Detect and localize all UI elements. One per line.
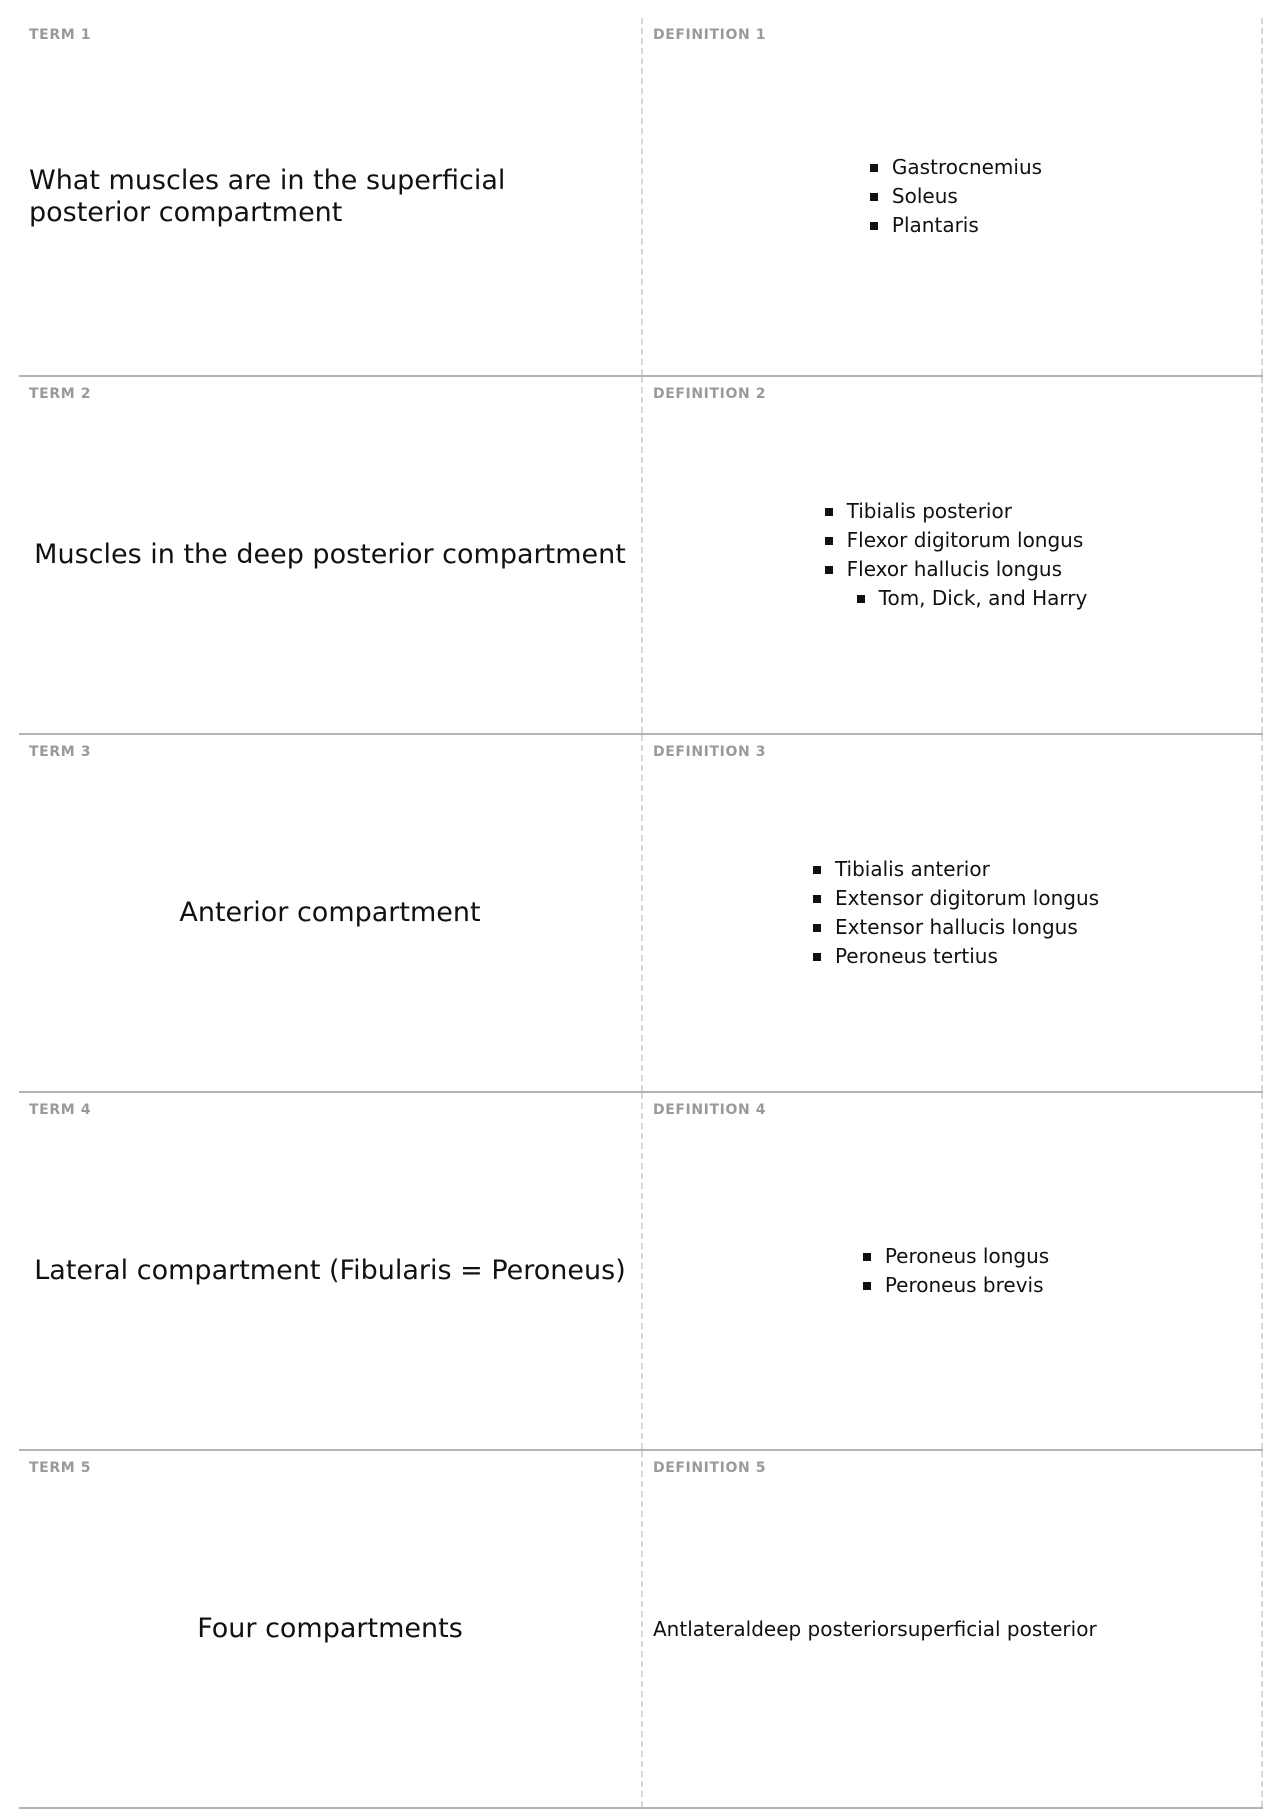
definition-side (643, 1093, 1263, 1449)
flashcard-3 (19, 735, 1263, 1093)
flashcard-4 (19, 1093, 1263, 1451)
flashcard-2 (19, 377, 1263, 735)
term-text-container (29, 377, 631, 733)
definition-label: DEFINITION 2 (653, 386, 767, 402)
definition-label: DEFINITION 3 (653, 744, 767, 760)
flashcard-1 (19, 18, 1263, 377)
definition-side (643, 735, 1263, 1091)
definition-label: DEFINITION 1 (653, 27, 767, 43)
definition-list (855, 1242, 1049, 1300)
term-text: Lateral compartment (Fibularis = Peroneus) (34, 1255, 626, 1286)
definition-content (653, 18, 1251, 375)
term-label: TERM 3 (29, 744, 92, 760)
list-item-text: Flexor hallucis longus (846, 557, 1063, 581)
term-side (19, 1093, 643, 1449)
flashcard-5 (19, 1451, 1263, 1809)
definition-side (643, 1451, 1263, 1807)
list-item (847, 555, 1088, 613)
sublist-item: Tom, Dick, and Harry (879, 584, 1088, 613)
term-text-container (29, 18, 631, 375)
list-item: Tibialis posterior (847, 497, 1088, 526)
list-item: Extensor digitorum longus (835, 884, 1099, 913)
term-text-container (29, 1451, 631, 1807)
list-item: Soleus (892, 182, 1042, 211)
list-item: Flexor digitorum longus (847, 526, 1088, 555)
term-text: Four compartments (197, 1613, 463, 1644)
list-item: Tibialis anterior (835, 855, 1099, 884)
term-side (19, 1451, 643, 1807)
definition-content (653, 377, 1251, 733)
list-item: Peroneus longus (885, 1242, 1049, 1271)
flashcard-sheet (19, 18, 1263, 1809)
definition-side (643, 377, 1263, 733)
definition-content (653, 1451, 1251, 1807)
term-text-container (29, 1093, 631, 1449)
term-label: TERM 2 (29, 386, 92, 402)
definition-label: DEFINITION 5 (653, 1460, 767, 1476)
term-side (19, 377, 643, 733)
list-item: Extensor hallucis longus (835, 913, 1099, 942)
definition-sublist (847, 584, 1088, 613)
term-text: Muscles in the deep posterior compartment (34, 539, 626, 570)
term-text-container (29, 735, 631, 1091)
definition-list (862, 153, 1042, 240)
list-item: Gastrocnemius (892, 153, 1042, 182)
definition-side (643, 18, 1263, 375)
definition-label: DEFINITION 4 (653, 1102, 767, 1118)
list-item: Peroneus tertius (835, 942, 1099, 971)
definition-content (653, 1093, 1251, 1449)
definition-list (805, 855, 1099, 971)
term-label: TERM 4 (29, 1102, 92, 1118)
term-label: TERM 1 (29, 27, 92, 43)
term-label: TERM 5 (29, 1460, 92, 1476)
term-side (19, 735, 643, 1091)
definition-list (817, 497, 1088, 613)
term-text: What muscles are in the superficial posterior compartment (29, 164, 506, 228)
list-item: Plantaris (892, 211, 1042, 240)
term-text: Anterior compartment (179, 897, 481, 928)
term-side (19, 18, 643, 375)
definition-content (653, 735, 1251, 1091)
definition-text: Antlateraldeep posteriorsuperficial posterior (653, 1616, 1097, 1641)
list-item: Peroneus brevis (885, 1271, 1049, 1300)
